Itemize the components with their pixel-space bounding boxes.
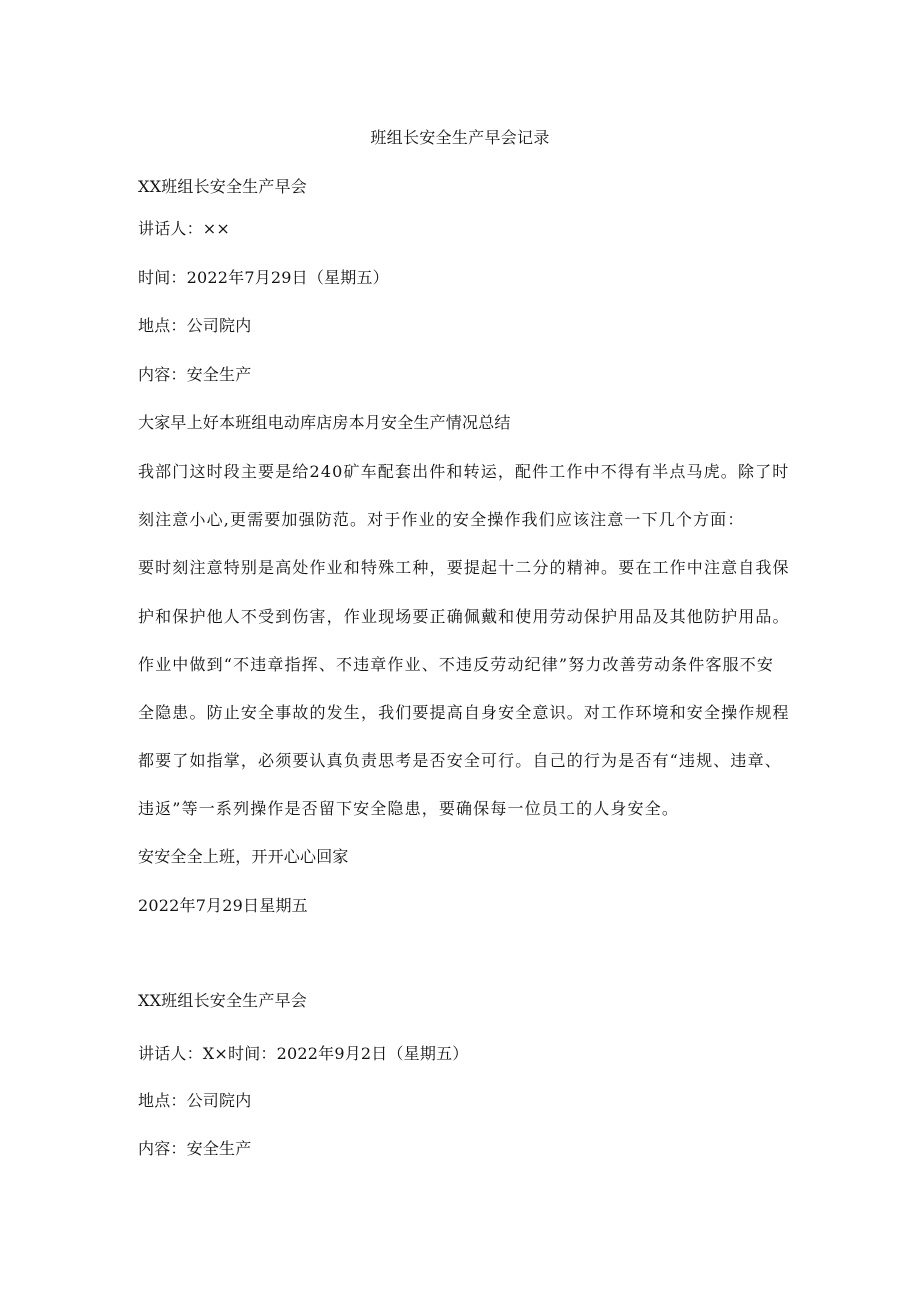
section1-heading: XX班组长安全生产早会 [138,177,307,196]
document-title: 班组长安全生产早会记录 [370,128,550,147]
paragraph2-line: 违返”等一系列操作是否留下安全隐患，要确保每一位员工的人身安全。 [138,799,679,818]
paragraph2-line: 作业中做到“不违章指挥、不违章作业、不违反劳动纪律”努力改善劳动条件客服不安 [138,655,775,674]
paragraph2-line: 护和保护他人不受到伤害，作业现场要正确佩戴和使用劳动保护用品及其他防护用品。 [138,607,790,626]
section1-time: 时间：2022年7月29日（星期五） [138,268,389,287]
section1-speaker: 讲话人：×× [138,219,231,238]
section1-greeting: 大家早上好本班组电动库店房本月安全生产情况总结 [138,413,511,432]
section2-place: 地点：公司院内 [138,1091,252,1110]
section1-content: 内容：安全生产 [138,365,252,384]
section2-heading: XX班组长安全生产早会 [138,991,307,1010]
section1-place: 地点：公司院内 [138,316,252,335]
paragraph2-line: 都要了如指掌，必须要认真负责思考是否安全可行。自己的行为是否有“违规、违章、 [138,751,782,770]
paragraph1-line: 我部门这时段主要是给240矿车配套出件和转运，配件工作中不得有半点马虎。除了时 [138,462,790,481]
section1-date: 2022年7月29日星期五 [138,896,308,915]
section1-closing: 安安全全上班，开开心心回家 [138,847,349,866]
section2-content: 内容：安全生产 [138,1139,252,1158]
section2-speaker-time: 讲话人：X×时间：2022年9月2日（星期五） [138,1044,469,1063]
paragraph2-line: 要时刻注意特别是高处作业和特殊工种，要提起十二分的精神。要在工作中注意自我保 [138,558,790,577]
paragraph1-line: 刻注意小心,更需要加强防范。对于作业的安全操作我们应该注意一下几个方面： [138,510,745,529]
paragraph2-line: 全隐患。防止安全事故的发生，我们要提高自身安全意识。对工作环境和安全操作规程 [138,703,790,722]
